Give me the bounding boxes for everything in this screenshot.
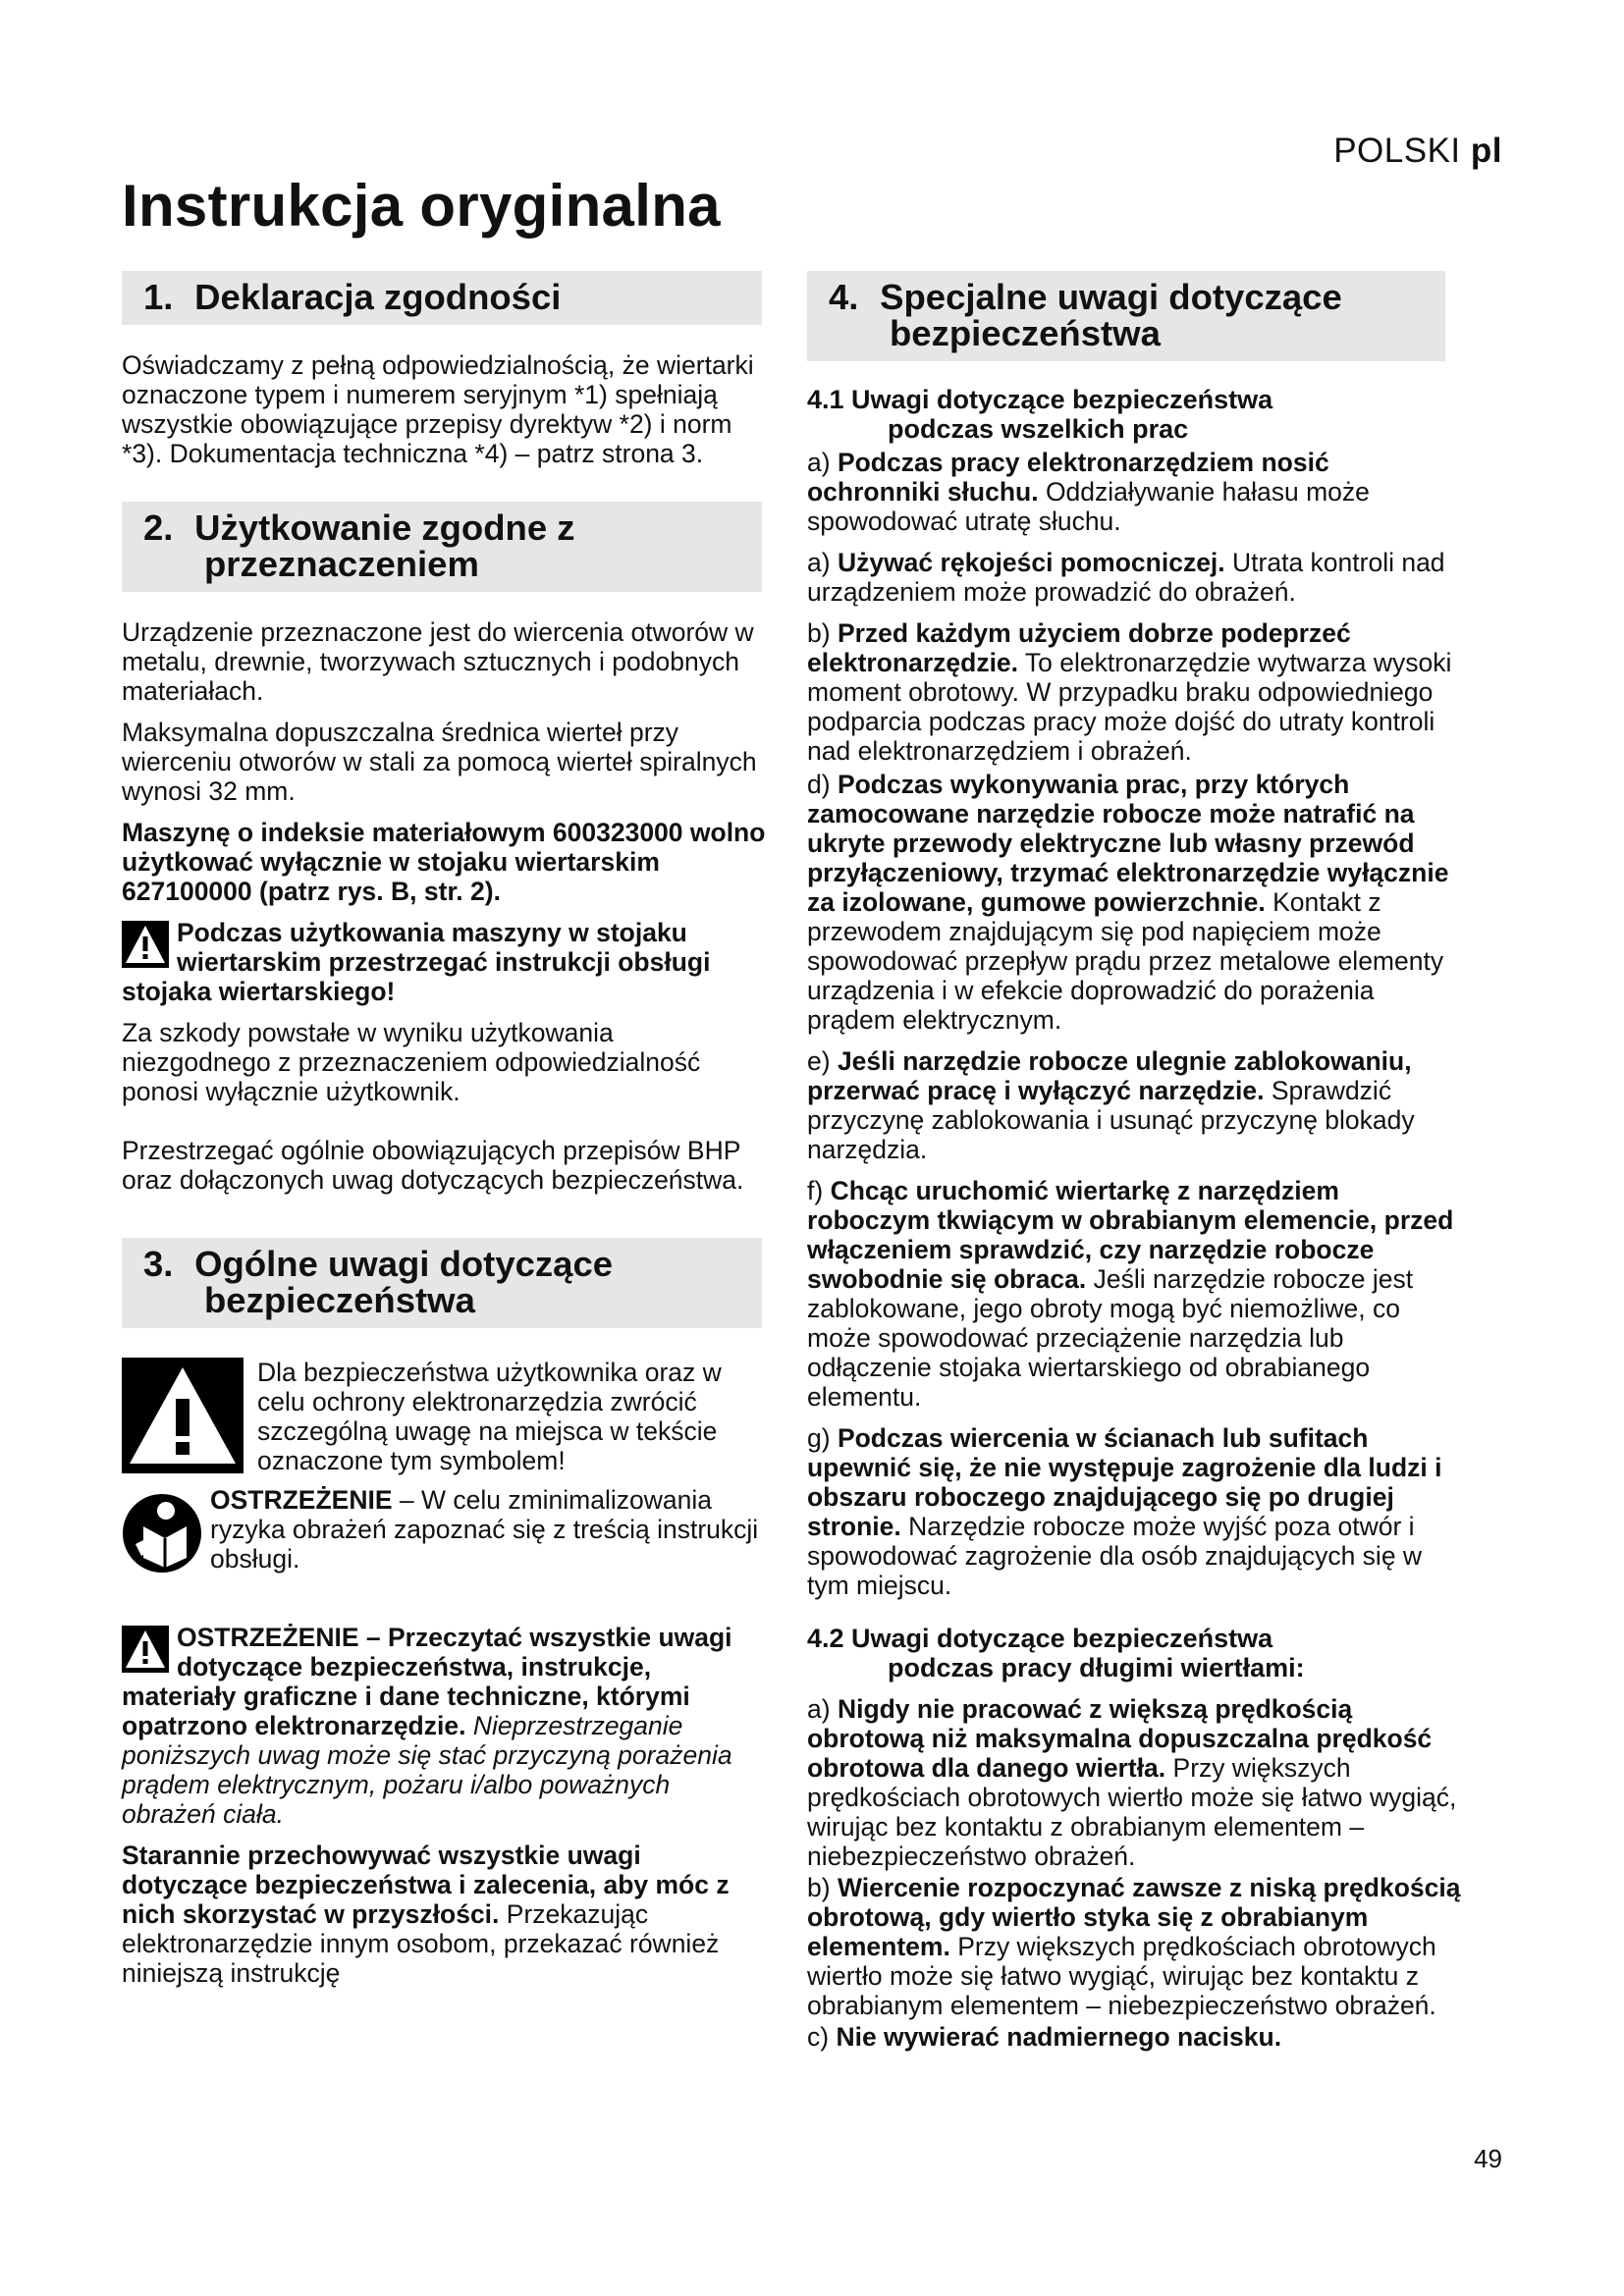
right-column (807, 271, 1463, 2063)
paragraph: Przestrzegać ogólnie obowiązujących przepisów BHP oraz dołączonych uwag dotyczących bezpieczeństwa. (122, 1136, 744, 1195)
section-title: Deklaracja zgodności (194, 277, 562, 317)
language-name: POLSKI (1333, 132, 1461, 170)
section-title: Specjalne uwagi dotyczące (880, 277, 1342, 317)
warning-paragraph (122, 918, 768, 1006)
text-span: Utrata kontroli nad urządzeniem może prowadzić do obrażeń. (807, 548, 1445, 607)
warning-triangle-icon (122, 1626, 169, 1673)
section-title-cont: przeznaczeniem (204, 544, 479, 584)
document-title: Instrukcja oryginalna (122, 173, 721, 239)
paragraph: Dla bezpieczeństwa użytkownika oraz w celu ochrony elektronarzędzia zwrócić szczególną uwagę na miejsca w tekście oznaczone tym symbolem! (257, 1358, 722, 1475)
section-3-heading (122, 1238, 762, 1328)
text-span: To elektronarzędzie wytwarza wysoki moment obrotowy. W przypadku braku odpowiedniego podparcia podczas pracy może dojść do utraty kontroli nad elektronarzędziem i obrażeń. (807, 648, 1452, 766)
text-span: Sprawdzić przyczynę zablokowania i usunąć przyczynę blokady narzędzia. (807, 1076, 1415, 1164)
list-item (807, 1873, 1463, 2020)
text-span: Jeśli narzędzie robocze ulegnie zablokowaniu, przerwać pracę i wyłączyć narzędzie. (807, 1046, 1412, 1105)
section-number: 1. (143, 277, 174, 317)
section-number: 3. (143, 1244, 174, 1284)
bold-text: Starannie przechowywać wszystkie uwagi dotyczące bezpieczeństwa i zalecenia, aby móc z nich skorzystać w przyszłości. (122, 1841, 730, 1929)
general-warning-block (122, 1358, 768, 1475)
list-item (807, 1423, 1463, 1600)
text-span: b) (807, 618, 838, 648)
text-span: f) (807, 1176, 831, 1205)
text-span: Wiercenie rozpoczynać zawsze z niską prędkością obrotową, gdy wiertło styka się z obrabianym elementem. (807, 1873, 1461, 1961)
subsection-4-2-heading (807, 1624, 1463, 1682)
paragraph-bold: Maszynę o indeksie materiałowym 600323000 wolno użytkować wyłącznie w stojaku wiertarskim 627100000 (patrz rys. B, str. 2). (122, 818, 766, 906)
text-span: c) (807, 2022, 837, 2052)
section-number: 4. (829, 277, 859, 317)
paragraph: Za szkody powstałe w wyniku użytkowania niezgodnego z przeznaczeniem odpowiedzialność ponosi wyłącznie użytkownik. (122, 1018, 701, 1106)
paragraph (210, 1485, 768, 1579)
read-manual-icon (122, 1487, 202, 1579)
warning-triangle-icon (122, 1358, 244, 1473)
text-span: Podczas pracy elektronarzędziem nosić ochronniki słuchu. (807, 448, 1329, 507)
section-2-heading (122, 502, 762, 592)
warning-text: – W celu zminimalizowania ryzyka obrażeń zapoznać się z treścią instrukcji obsługi. (210, 1485, 759, 1574)
section-title: Użytkowanie zgodne z (194, 507, 575, 548)
subsection-title: 4.2 Uwagi dotyczące bezpieczeństwa (807, 1624, 1273, 1653)
text-span: Podczas wykonywania prac, przy których zamocowane narzędzie robocze może natrafić na ukryte przewody elektryczne lub własny przewód przyłączeniowy, trzymać elektronarzędzie wyłącznie za izolowane, gumowe powierzchnie. (807, 770, 1449, 917)
text-span: Nigdy nie pracować z większą prędkością obrotową niż maksymalna dopuszczalna prędkość obrotowa dla danego wiertła. (807, 1694, 1433, 1783)
list-item (807, 1046, 1463, 1164)
list-item (807, 1694, 1463, 1871)
text-span: a) (807, 1694, 838, 1724)
warning-triangle-icon (122, 921, 169, 968)
text-span: Narzędzie robocze może wyjść poza otwór i spowodować zagrożenie dla osób znajdujących się w tym miejscu. (807, 1512, 1423, 1600)
list-item (807, 2022, 1463, 2052)
text-span: Podczas wiercenia w ścianach lub sufitach upewnić się, że nie występuje zagrożenie dla ludzi i obszaru roboczego znajdującego się po drugiej stronie. (807, 1423, 1442, 1541)
warning-paragraph (122, 1623, 768, 1829)
section-number: 2. (143, 507, 174, 548)
subsection-4-1-heading (807, 385, 1463, 444)
paragraph (122, 1841, 768, 1988)
warning-italic-text: Nieprzestrzeganie poniższych uwag może się stać przyczyną porażenia prądem elektrycznym, pożaru i/albo poważnych obrażeń ciała. (122, 1711, 732, 1829)
warning-keyword: OSTRZEŻENIE (210, 1485, 393, 1515)
language-code: pl (1470, 132, 1502, 170)
list-item (807, 770, 1463, 1035)
page-number: 49 (1474, 2144, 1502, 2173)
text-span: Oddziaływanie hałasu może spowodować utratę słuchu. (807, 477, 1370, 536)
paragraph: Oświadczamy z pełną odpowiedzialnością, że wiertarki oznaczone typem i numerem seryjnym *1) spełniają wszystkie obowiązujące przepisy dyrektyw *2) i norm *3). Dokumentacja techniczna *4) – patrz strona 3. (122, 350, 754, 468)
section-1-heading (122, 271, 762, 325)
read-manual-block (122, 1485, 768, 1579)
language-label (1333, 132, 1502, 171)
text-span: e) (807, 1046, 838, 1076)
list-item (807, 618, 1463, 766)
list-item (807, 1176, 1463, 1412)
text-span: Nie wywierać nadmiernego nacisku. (836, 2022, 1282, 2052)
text-span: Przed każdym użyciem dobrze podeprzeć elektronarzędzie. (807, 618, 1351, 677)
subsection-title: 4.1 Uwagi dotyczące bezpieczeństwa (807, 385, 1273, 414)
text-span: a) (807, 448, 838, 477)
subsection-title-cont: podczas wszelkich prac (888, 414, 1189, 444)
section-4-heading (807, 271, 1445, 361)
text-span: Przy większych prędkościach obrotowych wiertło może się łatwo wygiąć, wirując bez kontaktu z obrabianym elementem – niebezpieczeństwo obrażeń. (807, 1932, 1436, 2020)
text-span: Używać rękojeści pomocniczej. (837, 548, 1225, 577)
regular-text: Przekazując elektronarzędzie innym osobom, przekazać również niniejszą instrukcję (122, 1899, 720, 1988)
section-title: Ogólne uwagi dotyczące (194, 1244, 614, 1284)
warning-text: Podczas użytkowania maszyny w stojaku wiertarskim przestrzegać instrukcji obsługi stojaka wiertarskiego! (122, 918, 711, 1006)
text-span: a) (807, 548, 838, 577)
left-column (122, 271, 768, 2000)
text-span: Jeśli narzędzie robocze jest zablokowane, jego obroty mogą być niemożliwe, co może spowodować przeciążenie narzędzia lub odłączenie stojaka wiertarskiego od obrabianego elementu. (807, 1264, 1414, 1412)
text-span: g) (807, 1423, 838, 1453)
text-span: Kontakt z przewodem znajdującym się pod napięciem może spowodować przepływ prądu przez metalowe elementy urządzenia i w efekcie doprowadzić do porażenia prądem elektrycznym. (807, 887, 1444, 1035)
text-span: Przy większych prędkościach obrotowych wiertło może się łatwo wygiąć, wirując bez kontaktu z obrabianym elementem – niebezpieczeństwo obrażeń. (807, 1753, 1457, 1871)
subsection-title-cont: podczas pracy długimi wiertłami: (888, 1653, 1305, 1682)
section-title-cont: bezpieczeństwa (204, 1280, 475, 1320)
text-span: b) (807, 1873, 838, 1902)
warning-bold-text: OSTRZEŻENIE – Przeczytać wszystkie uwagi dotyczące bezpieczeństwa, instrukcje, materiały graficzne i dane techniczne, którymi opatrzono elektronarzędzie. (122, 1623, 732, 1740)
text-span: Chcąc uruchomić wiertarkę z narzędziem roboczym tkwiącym w obrabianym elemencie, przed włączeniem sprawdzić, czy narzędzie robocze swobodnie się obraca. (807, 1176, 1454, 1294)
text-span: d) (807, 770, 838, 799)
list-item (807, 448, 1463, 536)
list-item (807, 548, 1463, 607)
paragraph: Maksymalna dopuszczalna średnica wierteł przy wierceniu otworów w stali za pomocą wierteł spiralnych wynosi 32 mm. (122, 718, 757, 806)
paragraph: Urządzenie przeznaczone jest do wiercenia otworów w metalu, drewnie, tworzywach sztucznych i podobnych materiałach. (122, 617, 754, 706)
section-title-cont: bezpieczeństwa (890, 313, 1161, 353)
